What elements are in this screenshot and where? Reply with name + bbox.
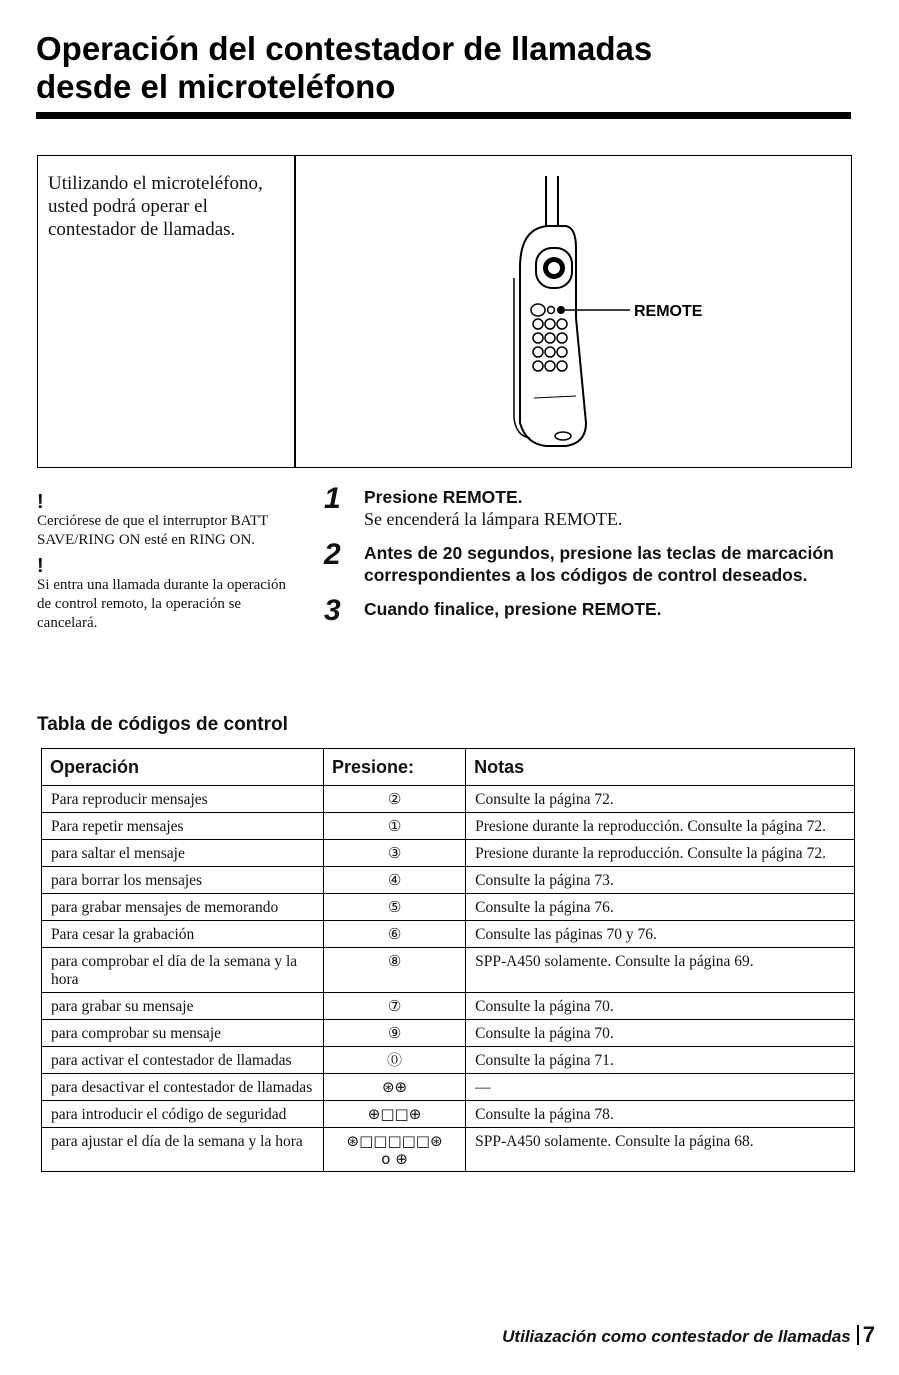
cell-operation: para grabar mensajes de memorando (42, 894, 324, 921)
cell-press (323, 1128, 465, 1172)
table-row (42, 948, 855, 993)
table-row (42, 993, 855, 1020)
table-row (42, 813, 855, 840)
note-1: Cerciórese de que el interruptor BATT SAVE/RING ON esté en RING ON. (37, 513, 268, 548)
cell-notes: Presione durante la reproducción. Consulte la página 72. (466, 840, 855, 867)
step-heading: Cuando finalice, presione REMOTE. (364, 599, 662, 619)
control-codes-table (41, 748, 855, 1172)
table-title: Tabla de códigos de control (37, 714, 288, 735)
cell-press: ① (323, 813, 465, 840)
cell-operation: para activar el contestador de llamadas (42, 1047, 324, 1074)
cell-operation: para comprobar el día de la semana y la hora (42, 948, 324, 993)
cell-press: ⓪ (323, 1047, 465, 1074)
step-number: 3 (324, 594, 341, 627)
cell-press: ⊕□□⊕ (323, 1101, 465, 1128)
cell-notes: SPP-A450 solamente. Consulte la página 69. (466, 948, 855, 993)
cell-notes: Consulte la página 71. (466, 1047, 855, 1074)
cell-notes: Presione durante la reproducción. Consulte la página 72. (466, 813, 855, 840)
cell-press: ⑥ (323, 921, 465, 948)
cell-notes: Consulte la página 72. (466, 786, 855, 813)
table-row (42, 1074, 855, 1101)
cell-operation: para ajustar el día de la semana y la hora (42, 1128, 324, 1172)
cell-press: ⑧ (323, 948, 465, 993)
column-header-operation: Operación (42, 749, 324, 786)
cell-notes: Consulte la página 70. (466, 1020, 855, 1047)
column-header-notes: Notas (466, 749, 855, 786)
warning-icon: ! (37, 555, 44, 577)
cell-operation: para borrar los mensajes (42, 867, 324, 894)
page-title-line-1: Operación del contestador de llamadas (36, 30, 653, 67)
key-sequence-alternative: o ⊕ (381, 1150, 408, 1168)
step-number: 2 (324, 538, 341, 571)
page-title-line-2: desde el microteléfono (36, 68, 396, 105)
column-header-press: Presione: (323, 749, 465, 786)
cell-notes: Consulte la página 70. (466, 993, 855, 1020)
key-sequence: ⊛□□□□□⊛ (346, 1132, 443, 1150)
note-2: Si entra una llamada durante la operación de control remoto, la operación se cancelará. (37, 577, 287, 631)
cell-press: ⑤ (323, 894, 465, 921)
cell-notes: Consulte la página 76. (466, 894, 855, 921)
table-row (42, 786, 855, 813)
table-row (42, 1128, 855, 1172)
step-3 (320, 594, 860, 627)
cell-operation: para introducir el código de seguridad (42, 1101, 324, 1128)
cell-operation: para desactivar el contestador de llamadas (42, 1074, 324, 1101)
table-header-row (42, 749, 855, 786)
cell-notes: Consulte las páginas 70 y 76. (466, 921, 855, 948)
table-row (42, 867, 855, 894)
step-detail: Se encenderá la lámpara REMOTE. (364, 509, 623, 529)
table-row (42, 921, 855, 948)
intro-text: Utilizando el microteléfono, usted podrá operar el contestador de llamadas. (48, 173, 263, 240)
cell-notes: Consulte la página 73. (466, 867, 855, 894)
page-number: 7 (862, 1322, 875, 1347)
footer-separator (857, 1325, 859, 1345)
cell-operation: para comprobar su mensaje (42, 1020, 324, 1047)
cell-operation: para saltar el mensaje (42, 840, 324, 867)
step-heading: Presione REMOTE. (364, 487, 523, 507)
table-row (42, 1020, 855, 1047)
cell-press: ④ (323, 867, 465, 894)
handset-illustration (468, 168, 728, 458)
cell-press: ⊛⊕ (323, 1074, 465, 1101)
step-1 (320, 482, 860, 530)
cell-press: ⑨ (323, 1020, 465, 1047)
table-row (42, 1101, 855, 1128)
cell-press: ⑦ (323, 993, 465, 1020)
cell-operation: para grabar su mensaje (42, 993, 324, 1020)
page-footer (502, 1322, 875, 1348)
intro-divider (294, 156, 296, 467)
steps-list (320, 482, 860, 632)
cell-operation: Para cesar la grabación (42, 921, 324, 948)
cell-press: ② (323, 786, 465, 813)
page-title (36, 30, 856, 106)
warning-icon: ! (37, 491, 44, 513)
cell-press: ③ (323, 840, 465, 867)
cell-notes: — (466, 1074, 855, 1101)
remote-button (557, 306, 565, 314)
cell-operation: Para repetir mensajes (42, 813, 324, 840)
step-2 (320, 538, 860, 586)
step-heading: Antes de 20 segundos, presione las teclas de marcación correspondientes a los códigos de control deseados. (364, 543, 834, 585)
cell-notes: SPP-A450 solamente. Consulte la página 68. (466, 1128, 855, 1172)
table-row (42, 894, 855, 921)
title-rule (36, 112, 851, 119)
cell-operation: Para reproducir mensajes (42, 786, 324, 813)
footer-section-title: Utiliazación como contestador de llamadas (502, 1327, 851, 1346)
table-row (42, 1047, 855, 1074)
notes-column (37, 492, 299, 639)
table-row (42, 840, 855, 867)
intro-box (37, 155, 852, 468)
step-number: 1 (324, 482, 341, 515)
cell-notes: Consulte la página 78. (466, 1101, 855, 1128)
remote-label: REMOTE (634, 303, 703, 320)
